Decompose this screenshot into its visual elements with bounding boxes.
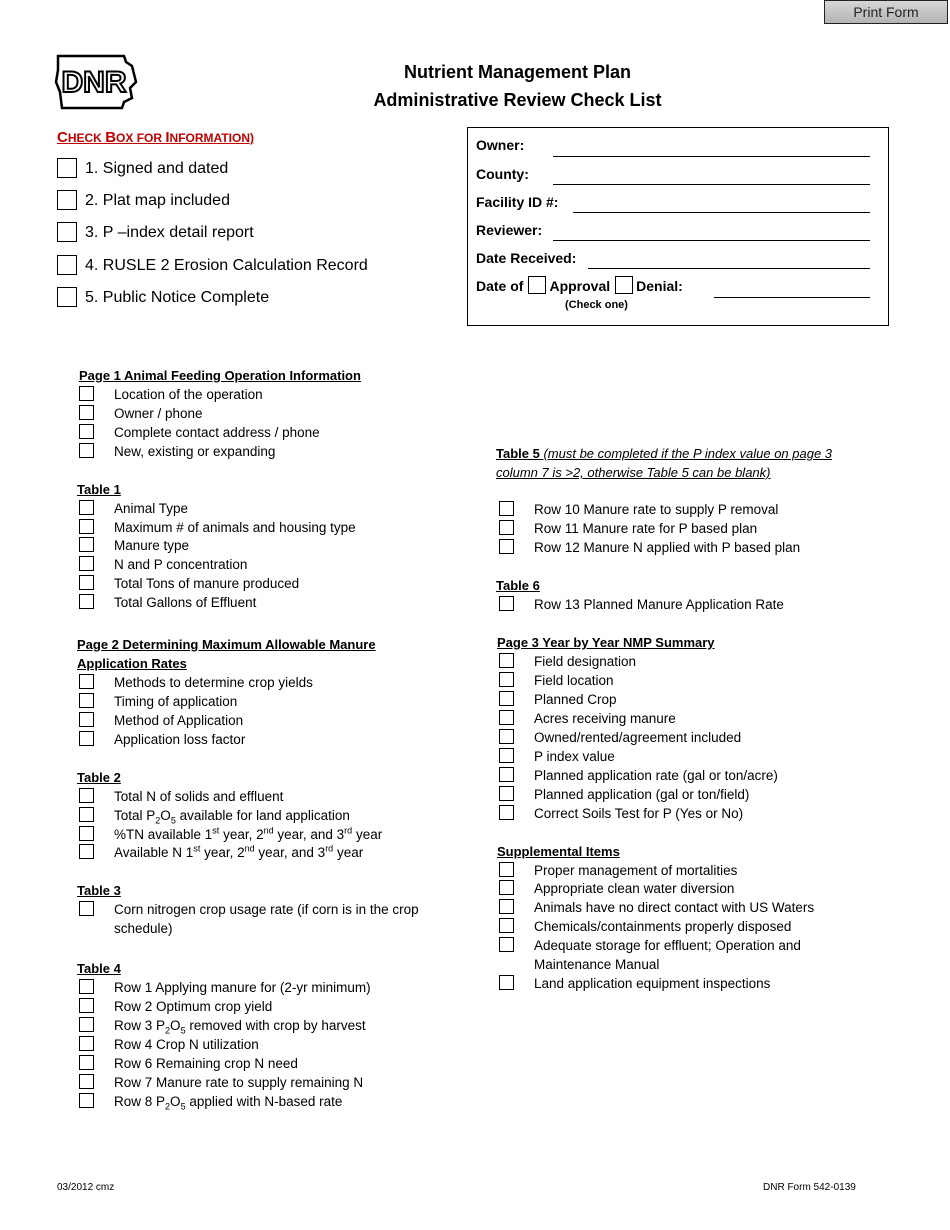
checkbox[interactable] xyxy=(499,710,514,725)
checkbox[interactable] xyxy=(499,672,514,687)
checkbox[interactable] xyxy=(57,158,77,178)
checkbox[interactable] xyxy=(79,537,94,552)
date-received-label: Date Received: xyxy=(476,250,577,266)
check-box-header: CHECK BOX FOR INFORMATION) xyxy=(57,129,254,146)
title-line-1: Nutrient Management Plan xyxy=(403,62,632,82)
table5-heading: Table 5 (must be completed if the P index value on page 3 column 7 is >2, otherwise Table 5 can be blank) xyxy=(496,446,833,480)
checkbox[interactable] xyxy=(79,979,94,994)
checkbox[interactable] xyxy=(79,731,94,746)
facility-label: Facility ID #: xyxy=(476,194,559,210)
title-line-2: Administrative Review Check List xyxy=(373,90,662,110)
checkbox[interactable] xyxy=(57,190,77,210)
info-box xyxy=(467,127,889,326)
checkbox[interactable] xyxy=(499,520,514,535)
checkbox[interactable] xyxy=(79,1036,94,1051)
table2-heading: Table 2 xyxy=(77,770,121,785)
print-form-button[interactable]: Print Form xyxy=(824,0,948,24)
checkbox[interactable] xyxy=(499,937,514,952)
checkbox[interactable] xyxy=(499,880,514,895)
checkbox[interactable] xyxy=(499,767,514,782)
footer-form-number: DNR Form 542-0139 xyxy=(763,1182,856,1193)
checkbox[interactable] xyxy=(79,424,94,439)
checkbox[interactable] xyxy=(499,786,514,801)
owner-label: Owner: xyxy=(476,137,525,153)
table1-heading: Table 1 xyxy=(77,482,121,497)
checkbox[interactable] xyxy=(79,1093,94,1108)
page3-heading: Page 3 Year by Year NMP Summary xyxy=(497,635,715,650)
page1-heading: Page 1 Animal Feeding Operation Information xyxy=(79,368,361,383)
checkbox[interactable] xyxy=(499,729,514,744)
checkbox[interactable] xyxy=(79,443,94,458)
checkbox[interactable] xyxy=(79,998,94,1013)
decision-date-field[interactable] xyxy=(714,297,870,298)
page2-heading: Page 2 Determining Maximum Allowable Manure Application Rates xyxy=(77,637,376,671)
checkbox[interactable] xyxy=(57,287,77,307)
county-field[interactable] xyxy=(553,184,870,185)
checkbox[interactable] xyxy=(79,519,94,534)
facility-field[interactable] xyxy=(573,212,870,213)
checkbox[interactable] xyxy=(499,653,514,668)
top-checklist-item[interactable]: 5. Public Notice Complete xyxy=(57,287,269,309)
checkbox[interactable] xyxy=(499,862,514,877)
checkbox[interactable] xyxy=(79,386,94,401)
checkbox[interactable] xyxy=(79,1055,94,1070)
checkbox[interactable] xyxy=(79,807,94,822)
checkbox[interactable] xyxy=(499,975,514,990)
date-received-field[interactable] xyxy=(588,268,870,269)
checkbox[interactable] xyxy=(79,556,94,571)
checkbox[interactable] xyxy=(79,500,94,515)
checkbox[interactable] xyxy=(57,222,77,242)
supplemental-heading: Supplemental Items xyxy=(497,844,620,859)
checkbox[interactable] xyxy=(79,1017,94,1032)
table6-heading: Table 6 xyxy=(496,578,540,593)
checkbox[interactable] xyxy=(79,674,94,689)
logo-text: DNR xyxy=(61,66,127,99)
dnr-logo xyxy=(54,52,138,110)
check-one-note: (Check one) xyxy=(565,299,628,311)
checkbox[interactable] xyxy=(499,748,514,763)
checkbox[interactable] xyxy=(499,899,514,914)
footer-date: 03/2012 cmz xyxy=(57,1182,115,1193)
checkbox[interactable] xyxy=(79,844,94,859)
top-checklist-item[interactable]: 1. Signed and dated xyxy=(57,158,228,180)
owner-field[interactable] xyxy=(553,156,870,157)
checkbox[interactable] xyxy=(79,788,94,803)
checkbox[interactable] xyxy=(499,501,514,516)
checkbox[interactable] xyxy=(79,693,94,708)
checkbox[interactable] xyxy=(79,1074,94,1089)
reviewer-field[interactable] xyxy=(553,240,870,241)
checkbox[interactable] xyxy=(79,712,94,727)
checkbox[interactable] xyxy=(499,805,514,820)
checkbox[interactable] xyxy=(79,575,94,590)
reviewer-label: Reviewer: xyxy=(476,222,543,238)
checkbox[interactable] xyxy=(79,901,94,916)
top-checklist-item[interactable]: 4. RUSLE 2 Erosion Calculation Record xyxy=(57,255,368,277)
top-checklist-item[interactable]: 3. P –index detail report xyxy=(57,222,254,244)
checkbox[interactable] xyxy=(499,918,514,933)
top-checklist-item[interactable]: 2. Plat map included xyxy=(57,190,230,212)
checkbox[interactable] xyxy=(79,405,94,420)
table4-heading: Table 4 xyxy=(77,961,121,976)
checkbox[interactable] xyxy=(499,596,514,611)
checkbox[interactable] xyxy=(79,594,94,609)
denial-checkbox[interactable] xyxy=(615,276,633,294)
checkbox[interactable] xyxy=(499,691,514,706)
checkbox[interactable] xyxy=(499,539,514,554)
checkbox[interactable] xyxy=(79,826,94,841)
page-title xyxy=(330,58,705,114)
date-of-row: Date of Approval Denial: xyxy=(476,278,683,294)
approval-checkbox[interactable] xyxy=(528,276,546,294)
checkbox[interactable] xyxy=(57,255,77,275)
table3-heading: Table 3 xyxy=(77,883,121,898)
county-label: County: xyxy=(476,166,529,182)
